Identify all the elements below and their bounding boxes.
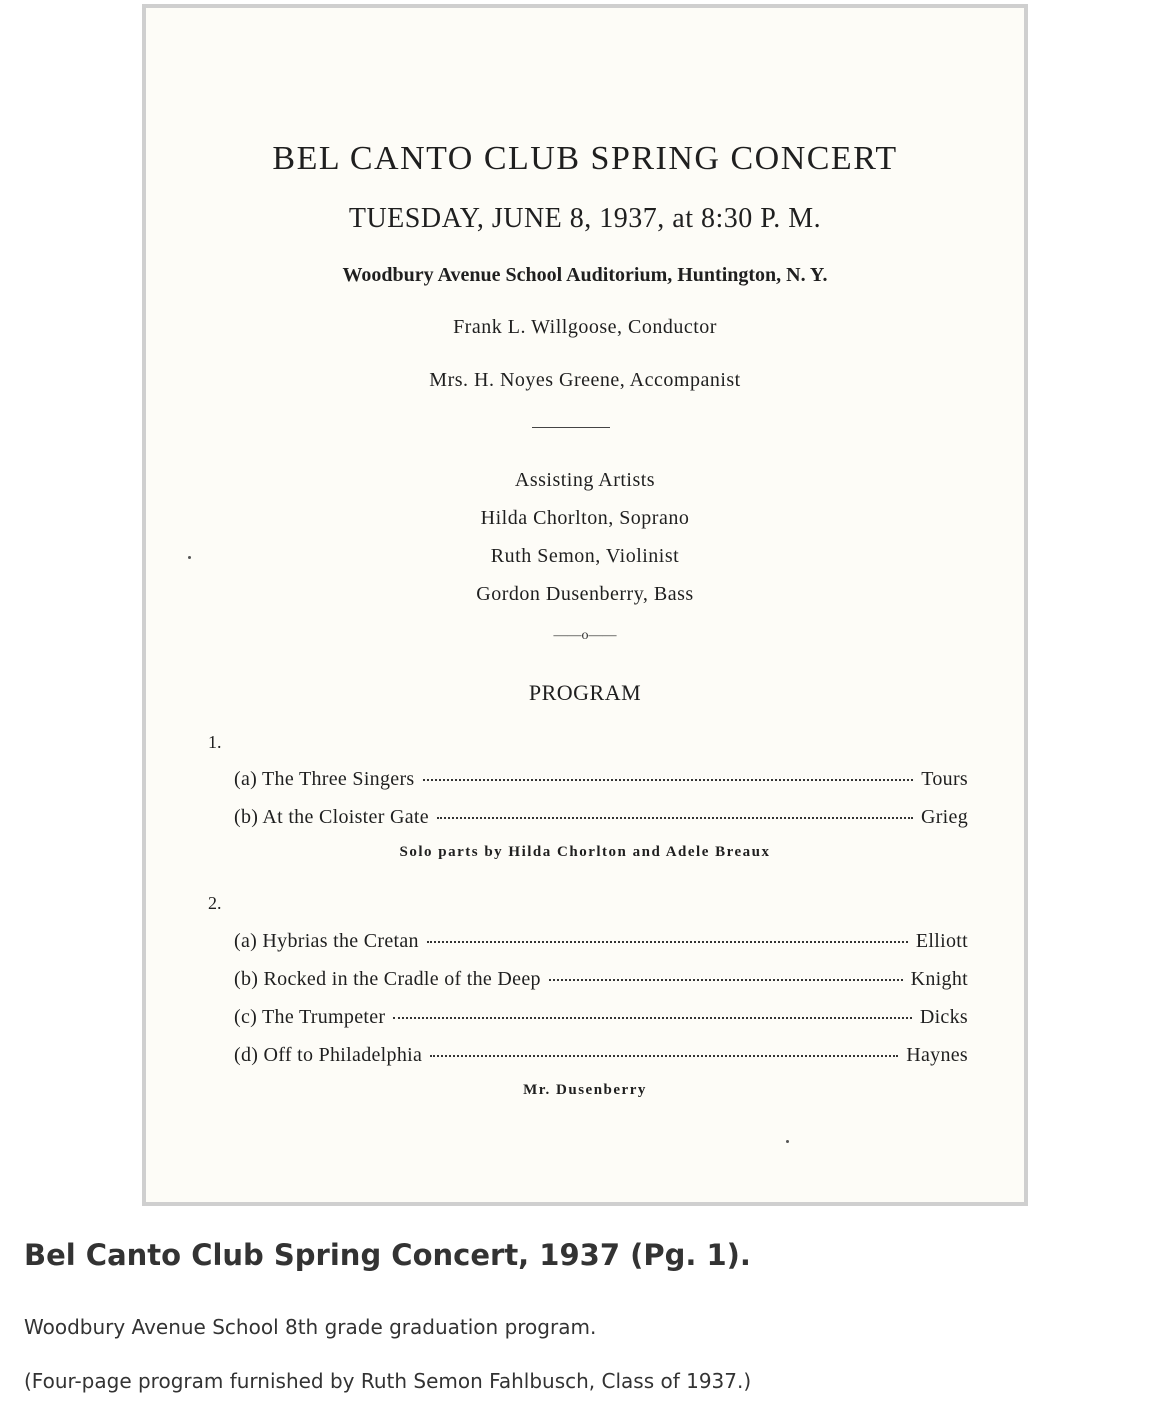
item-composer: Haynes: [906, 1044, 968, 1066]
caption-description: Woodbury Avenue School 8th grade graduation program.: [24, 1315, 597, 1339]
paper-speck: [786, 1140, 789, 1143]
artist-line: Gordon Dusenberry, Bass: [476, 583, 694, 605]
program-item: [234, 930, 968, 953]
program-accompanist: Mrs. H. Noyes Greene, Accompanist: [429, 369, 741, 391]
section-number: 2.: [208, 893, 222, 913]
program-title: BEL CANTO CLUB SPRING CONCERT: [272, 140, 898, 177]
artist-line: Ruth Semon, Violinist: [490, 545, 680, 567]
dot-leader: [437, 817, 913, 819]
item-title: (b) Rocked in the Cradle of the Deep: [234, 968, 541, 990]
program-conductor: Frank L. Willgoose, Conductor: [453, 316, 717, 338]
item-composer: Knight: [910, 968, 968, 990]
item-title: (a) Hybrias the Cretan: [234, 930, 419, 952]
program-date: TUESDAY, JUNE 8, 1937, at 8:30 P. M.: [348, 203, 822, 234]
caption-title: Bel Canto Club Spring Concert, 1937 (Pg. 1).: [24, 1238, 751, 1272]
dot-leader: [427, 941, 908, 943]
item-composer: Grieg: [920, 806, 968, 828]
ornament-divider: ——o——: [553, 628, 617, 643]
dot-leader: [430, 1055, 898, 1057]
item-composer: Tours: [921, 768, 968, 790]
item-title: (c) The Trumpeter: [234, 1006, 386, 1028]
program-item: [234, 768, 968, 791]
program-image-frame: [142, 4, 1028, 1206]
section-note: Solo parts by Hilda Chorlton and Adele Breaux: [399, 844, 771, 860]
program-venue: Woodbury Avenue School Auditorium, Huntington, N. Y.: [342, 264, 828, 286]
program-item: [234, 806, 968, 829]
concert-program-page: [146, 8, 1024, 1202]
program-item: [234, 968, 968, 991]
item-title: (b) At the Cloister Gate: [234, 806, 429, 828]
artist-line: Hilda Chorlton, Soprano: [480, 507, 690, 529]
item-title: (a) The Three Singers: [234, 768, 415, 790]
dot-leader: [423, 779, 914, 781]
program-item: [234, 1006, 968, 1029]
program-item: [234, 1044, 968, 1067]
divider-rule: [532, 427, 610, 428]
program-heading: PROGRAM: [528, 680, 642, 705]
section-number: 1.: [208, 732, 222, 752]
item-composer: Dicks: [919, 1006, 968, 1028]
dot-leader: [393, 1017, 911, 1019]
section-note: Mr. Dusenberry: [523, 1082, 647, 1098]
assisting-artists-heading: Assisting Artists: [514, 469, 656, 491]
item-composer: Elliott: [915, 930, 968, 952]
paper-speck: [188, 556, 191, 559]
caption-credit: (Four-page program furnished by Ruth Semon Fahlbusch, Class of 1937.): [24, 1369, 752, 1393]
dot-leader: [549, 979, 903, 981]
item-title: (d) Off to Philadelphia: [234, 1044, 423, 1066]
